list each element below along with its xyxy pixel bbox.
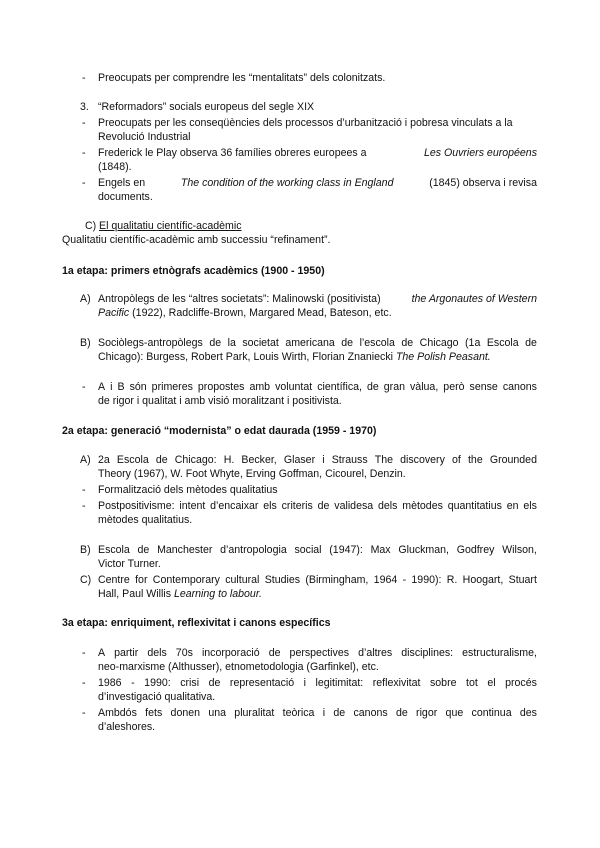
crisi-line-2: d’investigació qualitativa. [98,691,216,703]
section-c-title: El qualitatiu científic-acadèmic [99,220,242,232]
reformadors-bullet-1-line-1: Preocupats per les conseqüències dels processos d’urbanització i pobresa vinculats a la [98,117,513,129]
item-c-marker: C) [80,574,92,586]
a-i-b-line-1: A i B són primeres propostes amb voluntat científica, de gran vàlua, però sense canons [98,381,537,393]
chicago-2-line-2: Theory (1967), W. Foot Whyte, Erving Goffman, Cicourel, Denzin. [98,468,406,480]
etapa-1-heading: 1a etapa: primers etnògrafs acadèmics (1900 - 1950) [62,265,325,277]
manchester-line-1: Escola de Manchester d’antropologia social (1947): Max Gluckman, Godfrey Wilson, [98,544,537,556]
dash-bullet: - [82,117,86,129]
crisi-line-1: 1986 - 1990: crisi de representació i legitimitat: reflexivitat sobre tot el procés [98,677,537,689]
dash-bullet: - [82,484,86,496]
pluralitat-line-1: Ambdós fets donen una pluralitat teòrica i de canons de rigor que continua des [98,707,537,719]
engels-documents: documents. [98,191,153,203]
dash-bullet: - [82,707,86,719]
etapa-2-heading: 2a etapa: generació “modernista” o edat daurada (1959 - 1970) [62,425,377,437]
antropolegs-line-1: Antropòlegs de les “altres societats”: Malinowski (positivista) the Argonautes of Western [98,293,537,305]
disciplines-line-1: A partir dels 70s incorporació de perspectives d’altres disciplines: estructuralisme, [98,647,537,659]
dash-bullet: - [82,72,86,84]
dash-bullet: - [82,500,86,512]
reformadors-heading: “Reformadors” socials europeus del segle XIX [98,101,315,113]
manchester-line-2: Victor Turner. [98,558,161,570]
dash-bullet: - [82,177,86,189]
a-i-b-line-2: de rigor i qualitat i amb visió moralitzant i positivista. [98,395,342,407]
dash-bullet: - [82,647,86,659]
dash-bullet: - [82,381,86,393]
antropolegs-line-2: Pacific (1922), Radcliffe-Brown, Margared Mead, Bateson, etc. [98,307,392,319]
formalitzacio-text: Formalització dels mètodes qualitatius [98,484,278,496]
postpositivisme-line-1: Postpositivisme: intent d’encaixar els criteris de validesa dels mètodes quantitatius en els [98,500,537,512]
birmingham-line-1: Centre for Contemporary cultural Studies (Birmingham, 1964 - 1990): R. Hoogart, Stuart [98,574,537,586]
item-b-marker: B) [80,544,91,556]
section-c-marker: C) [85,220,97,232]
etapa-3-heading: 3a etapa: enriquiment, reflexivitat i canons específics [62,617,331,629]
chicago-2-line-1: 2a Escola de Chicago: H. Becker, Glaser i Strauss The discovery of the Grounded [98,454,537,466]
section-c-intro: Qualitatiu científic-acadèmic amb successiu “refinament”. [62,234,331,246]
dash-bullet: - [82,147,86,159]
disciplines-line-2: neo-marxisme (Althusser), etnometodologia (Garfinkel), etc. [98,661,379,673]
reformadors-bullet-1-line-2: Revolució Industrial [98,131,191,143]
birmingham-line-2: Hall, Paul Willis Learning to labour. [98,588,262,600]
item-a-marker: A) [80,293,91,305]
sociolegs-line-1: Sociòlegs-antropòlegs de la societat americana de l’escola de Chicago (1a Escola de [98,337,537,349]
dash-bullet: - [82,677,86,689]
colonized-mentalities-text: Preocupats per comprendre les “mentalitats” dels colonitzats. [98,72,386,84]
item-b-marker: B) [80,337,91,349]
postpositivisme-line-2: mètodes qualitatius. [98,514,193,526]
sociolegs-line-2: Chicago): Burgess, Robert Park, Louis Wirth, Florian Znaniecki The Polish Peasant. [98,351,491,363]
list-number: 3. [80,101,89,113]
engels-line: Engels en The condition of the working class in England (1845) observa i revisa [98,177,537,189]
le-play-line: Frederick le Play observa 36 famílies obreres europees a Les Ouvriers européens [98,147,537,159]
le-play-year: (1848). [98,161,132,173]
item-a-marker: A) [80,454,91,466]
pluralitat-line-2: d’aleshores. [98,721,156,733]
